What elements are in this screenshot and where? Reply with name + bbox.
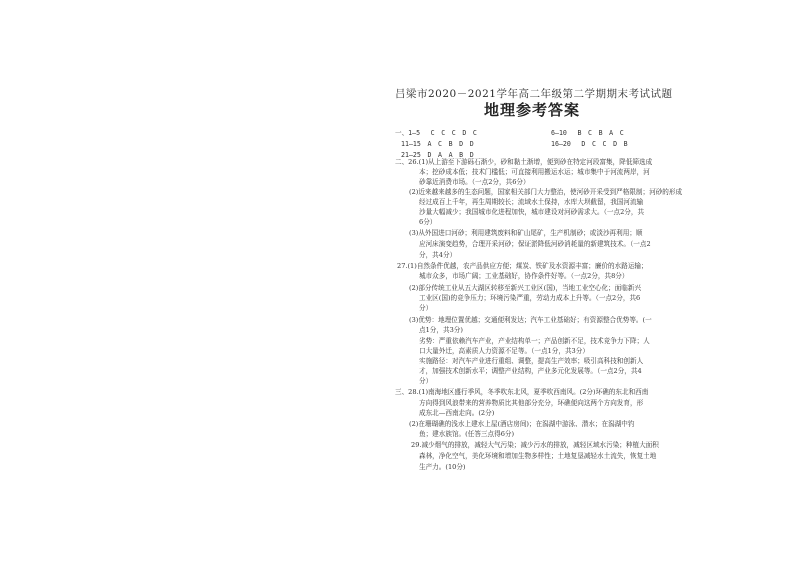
- answer-line: 工业区(国)的竞争压力；环境污染严重，劳动力成本上升等。（一点2分，共6: [419, 294, 641, 302]
- mc-row-2-left: 11—15 A C B D D: [401, 140, 474, 148]
- answer-line: (3)优势：地理位置优越；交通便利发达；汽车工业基础好；有资源整合优势等。(一: [409, 316, 652, 324]
- answer-line: 经过成百上千年，再生周期较长；流域水土保持，水库大坝截留，我国河流输: [419, 198, 644, 206]
- answer-line: (2)近来越来越多的生态问题，国家相关部门大力整治，使河砂开采受到严格限制；河砂的形成: [409, 188, 683, 196]
- answer-line: 分）: [419, 377, 433, 385]
- exam-title: 吕梁市2020－2021学年高二年级第二学期期末考试试题: [395, 88, 673, 100]
- answer-line: 才，加强技术创新水平；调整产业结构，产业多元化发展等。（一点2分，共4: [419, 367, 642, 375]
- answer-line: 城市众多，市场广阔；工业基础好，协作条件好等。（一点2分，共8分）: [419, 272, 629, 280]
- answer-key-heading: 地理参考答案: [484, 101, 581, 119]
- mc-row-1-left: 一、1—5 C C C D C: [395, 129, 477, 137]
- answer-line: (2)在珊瑚礁的浅水上建水上屋(酒店房间)；在潟湖中游泳、潜水；在潟湖中钓: [409, 420, 635, 428]
- answer-line: 29.减少烟气的排放，减轻大气污染；减少污水的排放，减轻区域水污染；种植大面积: [411, 441, 659, 449]
- answer-line: 应河床演变趋势，合理开采河砂；保证淤降低河砂消耗量的新建筑技术。（一点2: [419, 240, 651, 248]
- answer-line: 27.(1)自然条件优越，农产品供应方便；煤炭、铁矿及水资源丰富；廉价的水路运输；: [397, 262, 648, 270]
- answer-line: 二、26.(1)从上游至下游砾石渐少，砂和黏土渐增，便到砂在特定河段富集，降低筛选成: [395, 158, 653, 166]
- answer-line: 劣势：严重依赖汽车产业，产业结构单一；产品创新不足，技术竞争力下降；人: [419, 337, 650, 345]
- answer-line: (2)部分传统工业从五大湖区转移至新兴工业区(国)，当地工业空心化；面临新兴: [409, 284, 642, 292]
- answer-line: 本；挖砂成本低；技术门槛低；可直接利用搬运水运；城市集中于河流两岸，河: [419, 168, 650, 176]
- mc-row-2-right: 16—20 D C C D B: [551, 140, 628, 148]
- answer-line: 森林，净化空气，美化环境和增加生物多样性；土地复垦减轻水土流失，恢复土地: [419, 452, 657, 460]
- answer-line: 成东北—西南走向。(2分): [419, 409, 495, 417]
- answer-line: 分，共4分）: [419, 251, 457, 259]
- answer-line: 口大量外迁，高素质人力资源不足等。（一点1分，共3分）: [419, 347, 589, 355]
- answer-line: 生产力。(10分): [419, 463, 466, 471]
- mc-row-1-right: 6—10 B C B A C: [551, 129, 624, 137]
- mc-row-3-left: 21—25 D A A B D: [401, 151, 474, 159]
- answer-line: 方向得到风浪带来的营养物质比其他部分充分，环礁便向这两个方向发育，形: [419, 399, 644, 407]
- answer-line: 6分）: [419, 218, 437, 226]
- answer-line: 三、28.(1)南海地区盛行季风，冬季吹东北风，夏季吹西南风。(2分)环礁的东北和西南: [395, 388, 649, 396]
- answer-line: 点1分，共3分): [419, 326, 463, 334]
- answer-line: 分）: [419, 304, 433, 312]
- answer-line: 实施路径：对汽车产业进行重组、调整，提高生产效率；吸引高科技和创新人: [419, 357, 644, 365]
- answer-line: (3)从外国进口河砂；利用建筑废料和矿山尾矿，生产机制砂；或淡沙再利用；顺: [409, 229, 643, 237]
- answer-line: 沙量大幅减少；我国城市化进程加快，城市建设对河砂需求大。（一点2分，共: [419, 208, 645, 216]
- answer-line: 鱼；建水族馆。(任答三点得6分): [419, 430, 515, 438]
- answer-line: 砂靠近消费市场。（一点2分，共6分）: [419, 178, 530, 186]
